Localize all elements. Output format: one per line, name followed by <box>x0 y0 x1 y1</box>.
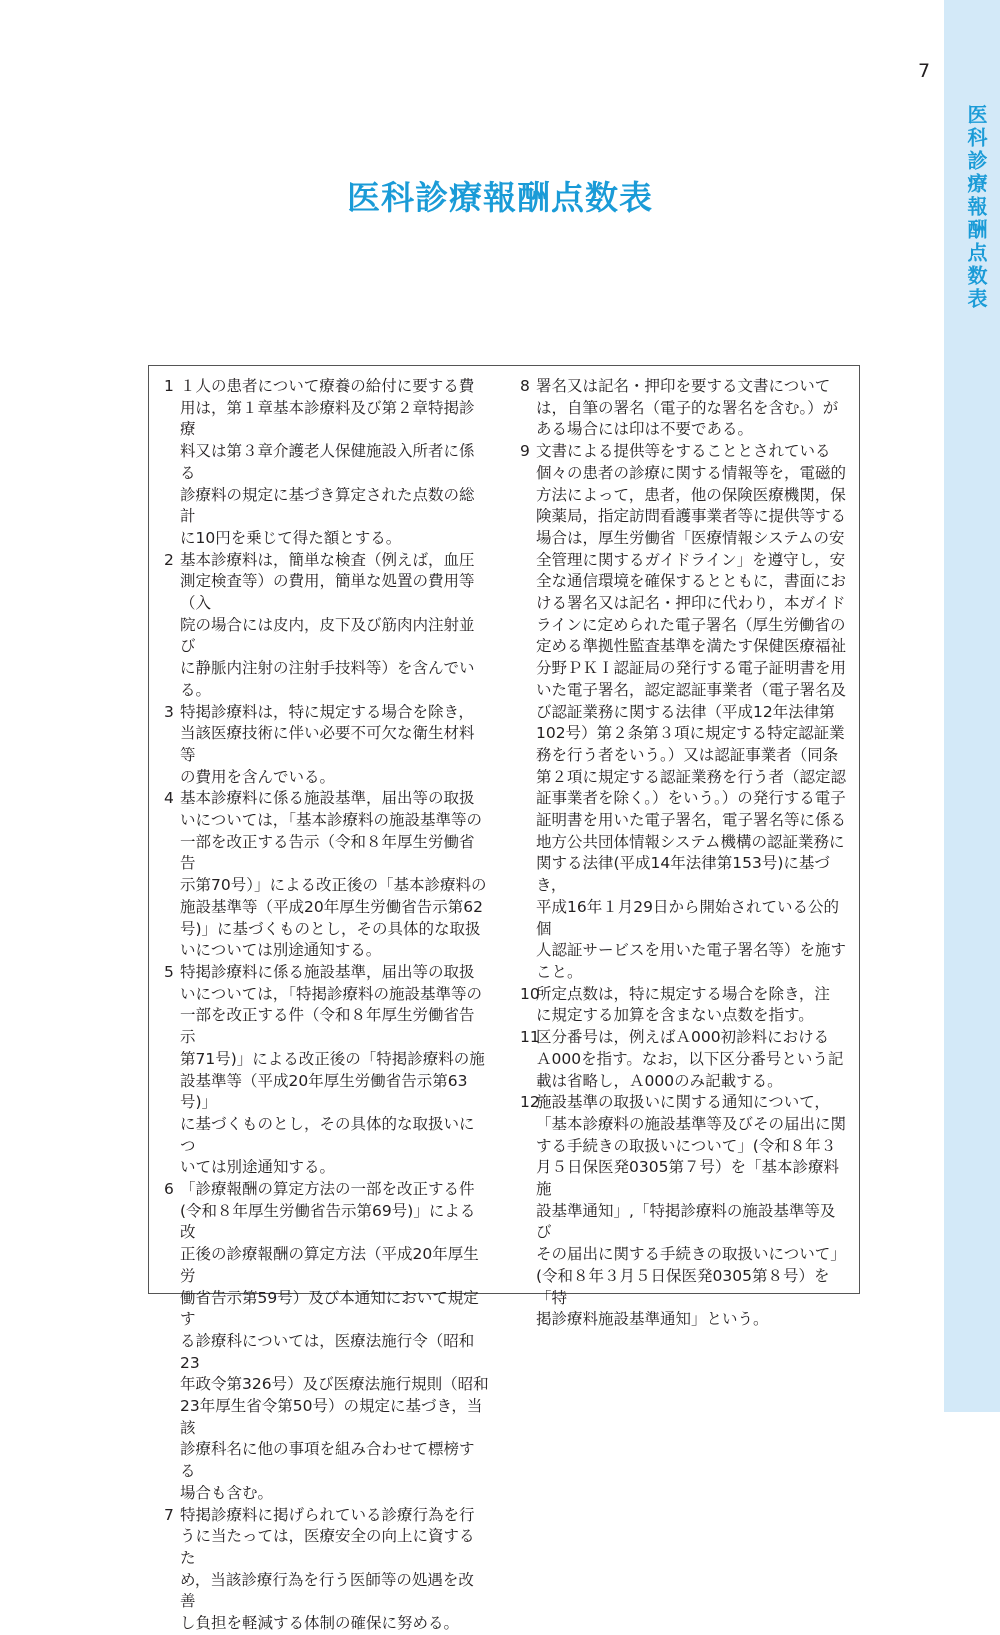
page-title: 医科診療報酬点数表 <box>347 178 653 217</box>
page-number: 7 <box>918 60 931 82</box>
item-text: １人の患者について療養の給付に要する費 用は，第１章基本診療料及び第２章特掲診療 料又は第３章介護老人保健施設入所者に係る 診療料の規定に基づき算定された点数の総計 に10円を乗じて得た額とする。 <box>180 377 475 547</box>
item-number: 2 <box>164 550 174 569</box>
item-number: 11 <box>520 1028 540 1047</box>
left-column <box>164 376 489 1635</box>
item-text: 施設基準の取扱いに関する通知について， 「基本診療料の施設基準等及びその届出に関 する手続きの取扱いについて」(令和８年３ 月５日保医発0305第７号）を「基本診療料施 設基準通知」,「特掲診療料の施設基準等及び その届出に関する手続きの取扱いについて」 (令和８年３月５日保医発0305第８号）を「特 掲診療料施設基準通知」という。 <box>536 1093 847 1329</box>
list-item <box>520 984 846 1027</box>
list-item <box>164 962 489 1179</box>
item-text: 文書による提供等をすることとされている 個々の患者の診療に関する情報等を，電磁的 方法によって，患者，他の保険医療機関，保 険薬局，指定訪問看護事業者等に提供等する 場合は，厚生労働省「医療情報システムの安 全管理に関するガイドライン」を遵守し，安 全な通信環境を確保するとともに，書面にお ける署名又は記名・押印に代わり，本ガイド ラインに定められた電子署名（厚生労働省の 定める準拠性監査基準を満たす保健医療福祉 分野ＰＫＩ認証局の発行する電子証明書を用 いた電子署名，認定認証事業者（電子署名及 び認証業務に関する法律（平成12年法律第 102号）第２条第３項に規定する特定認証業 務を行う者をいう。）又は認証事業者（同条 第２項に規定する認証業務を行う者（認定認 証事業者を除く。）をいう。）の発行する電子 証明書を用いた電子署名，電子署名等に係る 地方公共団体情報システム機構の認証業務に 関する法律(平成14年法律第153号)に基づき， 平成16年１月29日から開始されている公的個 人認証サービスを用いた電子署名等）を施す こと。 <box>536 442 847 981</box>
item-text: 「診療報酬の算定方法の一部を改正する件 (令和８年厚生労働省告示第69号)」による改 正後の診療報酬の算定方法（平成20年厚生労 働省告示第59号）及び本通知において規定す る診療科については，医療法施行令（昭和23 年政令第326号）及び医療法施行規則（昭和 23年厚生省令第50号）の規定に基づき，当該 診療科名に他の事項を組み合わせて標榜する 場合も含む。 <box>180 1180 489 1502</box>
list-item <box>164 788 489 962</box>
item-text: 特掲診療料は，特に規定する場合を除き， 当該医療技術に伴い必要不可欠な衛生材料等 の費用を含んでいる。 <box>180 702 475 786</box>
item-number: 7 <box>164 1505 174 1524</box>
list-item <box>164 1505 489 1635</box>
list-item <box>164 376 489 550</box>
item-text: 署名又は記名・押印を要する文書について は，自筆の署名（電子的な署名を含む。）が ある場合には印は不要である。 <box>536 377 839 439</box>
list-item <box>164 550 489 702</box>
item-text: 特掲診療料に掲げられている診療行為を行 うに当たっては，医療安全の向上に資するた め，当該診療行為を行う医師等の処遇を改善 し負担を軽減する体制の確保に努める。 <box>180 1505 475 1633</box>
item-number: 10 <box>520 984 540 1003</box>
item-number: 3 <box>164 702 174 721</box>
right-column <box>520 376 846 1331</box>
item-text: 基本診療料に係る施設基準，届出等の取扱 いについては，「基本診療料の施設基準等の 一部を改正する告示（令和８年厚生労働省告 示第70号）」による改正後の「基本診療料の 施設基準等（平成20年厚生労働省告示第62 号)」に基づくものとし，その具体的な取扱 いについては別途通知する。 <box>180 789 487 960</box>
side-tab-label: 医科診療報酬点数表 <box>964 104 988 311</box>
list-item <box>520 376 846 441</box>
item-text: 特掲診療料に係る施設基準，届出等の取扱 いについては，「特掲診療料の施設基準等の 一部を改正する件（令和８年厚生労働省告示 第71号)」による改正後の「特掲診療料の施 設基準等（平成20年厚生労働省告示第63号)」 に基づくものとし，その具体的な取扱いにつ いては別途通知する。 <box>180 962 485 1177</box>
item-number: 4 <box>164 789 174 808</box>
list-item <box>164 1179 489 1505</box>
list-item <box>520 1027 846 1092</box>
list-item <box>520 441 846 984</box>
item-text: 所定点数は，特に規定する場合を除き，注 に規定する加算を含まない点数を指す。 <box>536 984 830 1025</box>
item-number: 9 <box>520 442 530 461</box>
item-text: 基本診療料は，簡単な検査（例えば，血圧 測定検査等）の費用，簡単な処置の費用等（入 院の場合には皮内，皮下及び筋肉内注射並び に静脈内注射の注射手技料等）を含んでいる。 <box>180 550 475 699</box>
item-number: 12 <box>520 1093 540 1112</box>
item-number: 1 <box>164 377 174 395</box>
item-number: 5 <box>164 962 174 981</box>
list-item <box>520 1092 846 1331</box>
item-number: 6 <box>164 1180 174 1199</box>
item-text: 区分番号は，例えばＡ000初診料における Ａ000を指す。なお，以下区分番号という記 載は省略し，Ａ000のみ記載する。 <box>536 1028 844 1090</box>
list-item <box>164 702 489 789</box>
item-number: 8 <box>520 377 530 395</box>
